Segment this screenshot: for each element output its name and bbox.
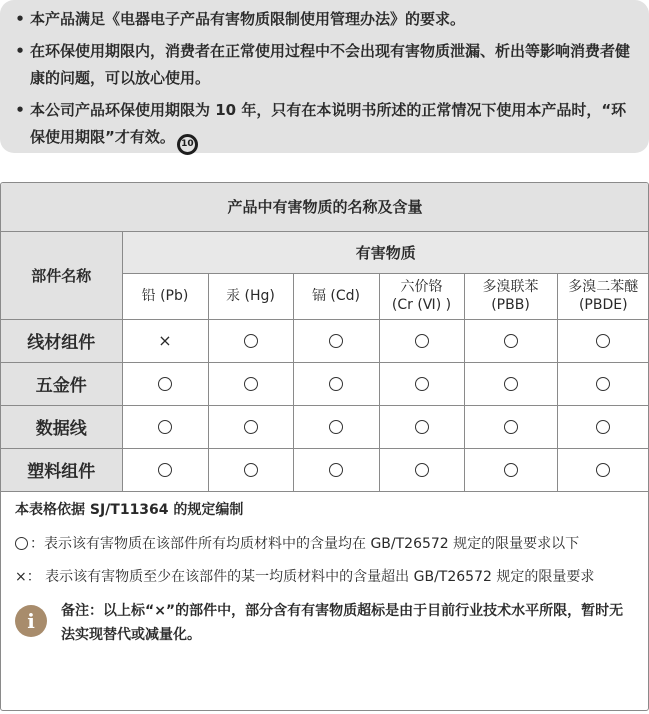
- compliant-mark: [464, 405, 557, 448]
- compliant-mark: [379, 405, 464, 448]
- circle-mark-icon: [244, 377, 258, 391]
- notice-item: [10, 38, 633, 92]
- compliant-mark: [293, 448, 379, 491]
- compliant-mark: [293, 319, 379, 362]
- circle-legend: [15, 533, 636, 555]
- part-name-header: 部件名称: [1, 231, 122, 319]
- row-part-name: 五金件: [1, 362, 122, 405]
- row-part-name: 塑料组件: [1, 448, 122, 491]
- notice-item: [10, 6, 633, 33]
- info-icon: i: [15, 605, 47, 637]
- circle-mark-icon: [329, 463, 343, 477]
- circle-mark-icon: [504, 377, 518, 391]
- compliant-mark: [464, 362, 557, 405]
- compliant-mark: [122, 405, 208, 448]
- circle-mark-icon: [244, 420, 258, 434]
- compliant-mark: [208, 448, 293, 491]
- table-row: [1, 362, 649, 405]
- column-header-cr6: 六价铬 (Cr (Ⅵ) ): [379, 273, 464, 319]
- circle-mark-icon: [596, 463, 610, 477]
- compliant-mark: [293, 362, 379, 405]
- circle-mark-icon: [244, 334, 258, 348]
- compliant-mark: [208, 319, 293, 362]
- compliant-mark: [557, 448, 649, 491]
- column-header-pbb: 多溴联苯 (PBB): [464, 273, 557, 319]
- bullet: •: [15, 10, 25, 28]
- table-row: [1, 448, 649, 491]
- compliant-mark: [379, 362, 464, 405]
- circle-mark-icon: [158, 377, 172, 391]
- table-row: [1, 319, 649, 362]
- compliant-mark: [557, 362, 649, 405]
- circle-mark-icon: [329, 420, 343, 434]
- compliant-mark: [464, 448, 557, 491]
- compliant-mark: [122, 448, 208, 491]
- bullet: •: [15, 42, 25, 60]
- compliant-mark: [122, 362, 208, 405]
- compliant-mark: [208, 405, 293, 448]
- notes-section: [1, 492, 648, 647]
- compliant-mark: [557, 319, 649, 362]
- hazardous-substance-table: [1, 183, 649, 492]
- compliant-mark: [379, 448, 464, 491]
- circle-mark-icon: [504, 463, 518, 477]
- circle-mark-icon: [504, 420, 518, 434]
- compliant-mark: [557, 405, 649, 448]
- table-body: [1, 319, 649, 491]
- table-title: 产品中有害物质的名称及含量: [1, 183, 649, 231]
- compliant-mark: [379, 319, 464, 362]
- table-row: [1, 405, 649, 448]
- circle-mark-icon: [415, 334, 429, 348]
- circle-mark-icon: [329, 334, 343, 348]
- circle-mark-icon: [596, 420, 610, 434]
- hazardous-substance-header: 有害物质: [122, 231, 649, 273]
- column-header-hg: 汞 (Hg): [208, 273, 293, 319]
- notice-text-body: 本公司产品环保使用期限为 10 年，只有在本说明书所述的正常情况下使用本产品时，“环保使用期限”才有效。: [30, 101, 627, 146]
- hazardous-substance-box: [0, 182, 649, 711]
- standard-note: 本表格依据 SJ/T11364 的规定编制: [15, 501, 244, 518]
- circle-mark-icon: [415, 377, 429, 391]
- circle-mark-icon: [504, 334, 518, 348]
- notice-text: 本产品满足《电器电子产品有害物质限制使用管理办法》的要求。: [30, 10, 466, 28]
- column-header-pbde: 多溴二苯醚 (PBDE): [557, 273, 649, 319]
- circle-mark-icon: [596, 334, 610, 348]
- column-header-pb: 铅 (Pb): [122, 273, 208, 319]
- cross-mark: ×: [158, 330, 172, 350]
- circle-mark-icon: [158, 463, 172, 477]
- compliant-mark: [208, 362, 293, 405]
- cross-legend-text: ： 表示该有害物质至少在该部件的某一均质材料中的含量超出 GB/T26572 规定的限量要求: [26, 568, 595, 585]
- circle-mark-icon: [244, 463, 258, 477]
- column-header-cd: 镉 (Cd): [293, 273, 379, 319]
- cross-symbol: ×: [15, 568, 27, 585]
- remark-text: 备注：以上标“×”的部件中，部分含有有害物质超标是由于目前行业技术水平所限，暂时无法实现替代或减量化。: [61, 602, 624, 643]
- notice-panel: [0, 0, 649, 153]
- row-part-name: 线材组件: [1, 319, 122, 362]
- notice-text: 在环保使用期限内，消费者在正常使用过程中不会出现有害物质泄漏、析出等影响消费者健康的问题，可以放心使用。: [30, 42, 631, 87]
- notice-text: [30, 97, 633, 155]
- circle-symbol-icon: [15, 537, 28, 550]
- circle-mark-icon: [415, 420, 429, 434]
- circle-mark-icon: [158, 420, 172, 434]
- circle-mark-icon: [415, 463, 429, 477]
- circle-mark-icon: [596, 377, 610, 391]
- bullet: •: [15, 101, 25, 119]
- notice-item: [10, 97, 633, 155]
- remark: [15, 599, 636, 647]
- row-part-name: 数据线: [1, 405, 122, 448]
- circle-mark-icon: [329, 377, 343, 391]
- compliant-mark: [464, 319, 557, 362]
- compliant-mark: [293, 405, 379, 448]
- cross-legend: [15, 566, 636, 588]
- eco-period-10-icon: 10: [177, 134, 198, 155]
- exceeds-mark: [122, 319, 208, 362]
- circle-legend-text: ：表示该有害物质在该部件所有均质材料中的含量均在 GB/T26572 规定的限量要求以下: [30, 535, 580, 552]
